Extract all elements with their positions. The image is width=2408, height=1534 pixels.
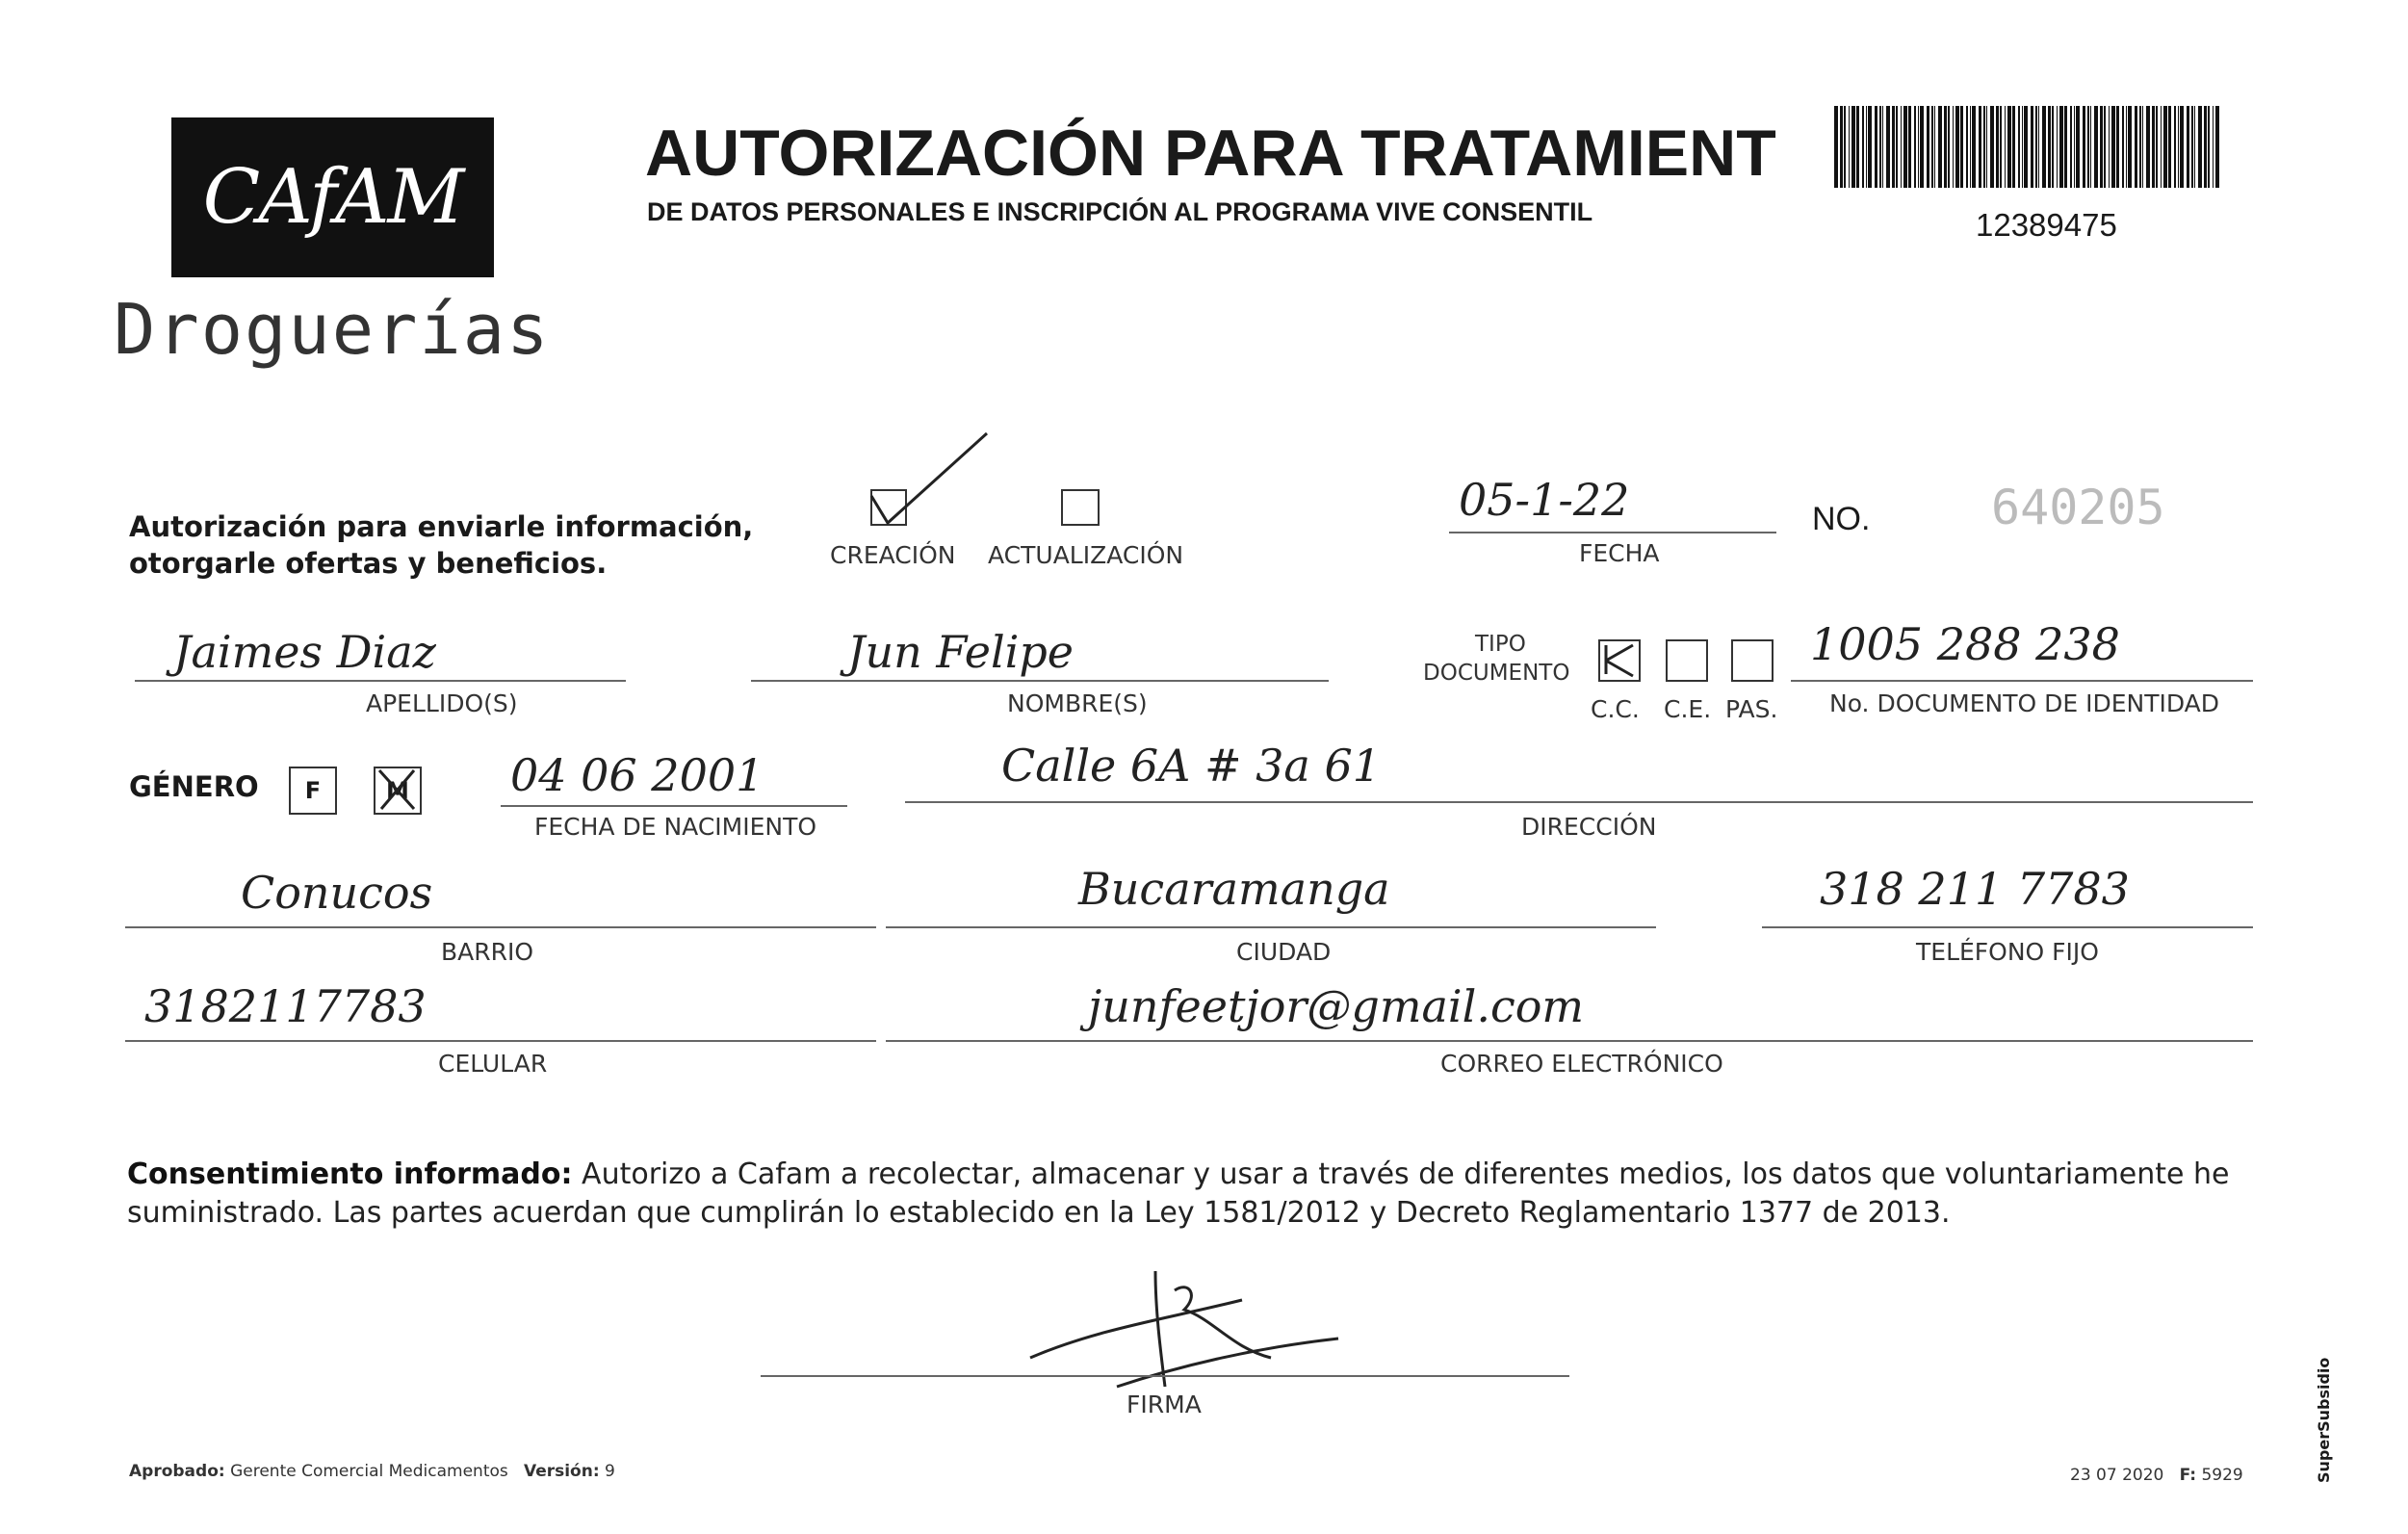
consent-text: Autorizo a Cafam a recolectar, almacenar y usar a través de diferentes medios, los datos que voluntariamente he suministrado. Las partes acuerdan que cumplirán lo establecido en la Ley 1581/2012 y Decreto Reglamentario 1377 de 2013.	[127, 1157, 2230, 1230]
f-value: 5929	[2201, 1466, 2243, 1485]
nombres-line	[751, 680, 1329, 682]
telefono-line	[1762, 926, 2253, 928]
footer-date: 23 07 2020	[2070, 1466, 2164, 1485]
nacimiento-label: FECHA DE NACIMIENTO	[534, 813, 817, 841]
form-title: AUTORIZACIÓN PARA TRATAMIENT	[645, 117, 1776, 190]
direccion-line	[905, 801, 2253, 803]
genero-label: GÉNERO	[129, 770, 259, 803]
ce-label: C.E.	[1664, 695, 1712, 723]
correo-value[interactable]: junfeetjor@gmail.com	[1088, 980, 1585, 1032]
nacimiento-line	[501, 805, 847, 807]
signature-line	[761, 1375, 1569, 1377]
telefono-label: TELÉFONO FIJO	[1916, 938, 2099, 966]
nombres-label: NOMBRE(S)	[1007, 689, 1148, 717]
footer-date-block	[2070, 1466, 2243, 1485]
celular-label: CELULAR	[438, 1050, 548, 1078]
barcode	[1834, 106, 2219, 188]
genero-m-check-mark	[374, 763, 422, 815]
actualizacion-label: ACTUALIZACIÓN	[988, 541, 1184, 569]
signature-drawing	[1021, 1242, 1348, 1396]
signature-label: FIRMA	[1126, 1391, 1202, 1418]
celular-value[interactable]: 3182117783	[144, 980, 427, 1032]
consent-title: Consentimiento informado:	[127, 1157, 573, 1191]
fecha-label: FECHA	[1579, 539, 1660, 567]
no-label: NO.	[1812, 501, 1871, 537]
cc-check-mark	[1598, 639, 1641, 682]
telefono-value[interactable]: 318 211 7783	[1820, 863, 2130, 915]
authorization-text-1: Autorización para enviarle información,	[129, 510, 754, 543]
genero-m-label: M	[386, 777, 409, 804]
aprobado-label: Aprobado:	[129, 1462, 225, 1481]
ciudad-value[interactable]: Bucaramanga	[1078, 863, 1390, 915]
ciudad-line	[886, 926, 1656, 928]
correo-label: CORREO ELECTRÓNICO	[1440, 1050, 1723, 1078]
creacion-check-mark	[857, 429, 992, 534]
nacimiento-value[interactable]: 04 06 2001	[510, 749, 764, 801]
supersubsidio-text: SuperSubsidio	[2315, 1357, 2333, 1483]
logo-subtitle: Droguerías	[114, 289, 551, 370]
version-value: 9	[605, 1462, 615, 1481]
ciudad-label: CIUDAD	[1236, 938, 1332, 966]
documento-value[interactable]: 1005 288 238	[1810, 618, 2120, 670]
fecha-line	[1449, 532, 1776, 533]
apellidos-value[interactable]: Jaimes Diaz	[173, 626, 436, 678]
cc-label: C.C.	[1591, 695, 1640, 723]
logo-text: CAfAM	[202, 154, 463, 241]
direccion-label: DIRECCIÓN	[1521, 813, 1657, 841]
creacion-label: CREACIÓN	[830, 541, 956, 569]
nombres-value[interactable]: Jun Felipe	[847, 626, 1075, 678]
version-label: Versión:	[523, 1462, 600, 1481]
direccion-value[interactable]: Calle 6A # 3a 61	[1001, 740, 1382, 792]
barrio-value[interactable]: Conucos	[241, 867, 433, 919]
barrio-line	[125, 926, 876, 928]
footer-approval	[129, 1462, 615, 1481]
pas-checkbox[interactable]	[1731, 639, 1774, 682]
documento-line	[1791, 680, 2253, 682]
apellidos-label: APELLIDO(S)	[366, 689, 518, 717]
consent-paragraph	[127, 1156, 2255, 1233]
genero-f-checkbox[interactable]	[289, 767, 337, 815]
tipo-label: TIPO	[1475, 632, 1526, 657]
documento-type-label: DOCUMENTO	[1423, 661, 1570, 686]
correo-line	[886, 1040, 2253, 1042]
cafam-logo	[171, 117, 494, 277]
aprobado-value: Gerente Comercial Medicamentos	[230, 1462, 508, 1481]
f-label: F:	[2179, 1466, 2197, 1485]
vertical-supersubsidio	[2311, 1271, 2340, 1502]
documento-label: No. DOCUMENTO DE IDENTIDAD	[1829, 689, 2220, 717]
barrio-label: BARRIO	[441, 938, 534, 966]
fecha-value[interactable]: 05-1-22	[1459, 474, 1630, 526]
ce-checkbox[interactable]	[1666, 639, 1708, 682]
no-value: 640205	[1991, 480, 2165, 535]
pas-label: PAS.	[1725, 695, 1778, 723]
celular-line	[125, 1040, 876, 1042]
form-subtitle: DE DATOS PERSONALES E INSCRIPCIÓN AL PROGRAMA VIVE CONSENTIL	[647, 197, 1593, 226]
actualizacion-checkbox[interactable]	[1061, 489, 1100, 526]
apellidos-line	[135, 680, 626, 682]
genero-f-label: F	[304, 777, 322, 804]
authorization-text-2: otorgarle ofertas y beneficios.	[129, 547, 608, 580]
barcode-number: 12389475	[1976, 207, 2117, 243]
